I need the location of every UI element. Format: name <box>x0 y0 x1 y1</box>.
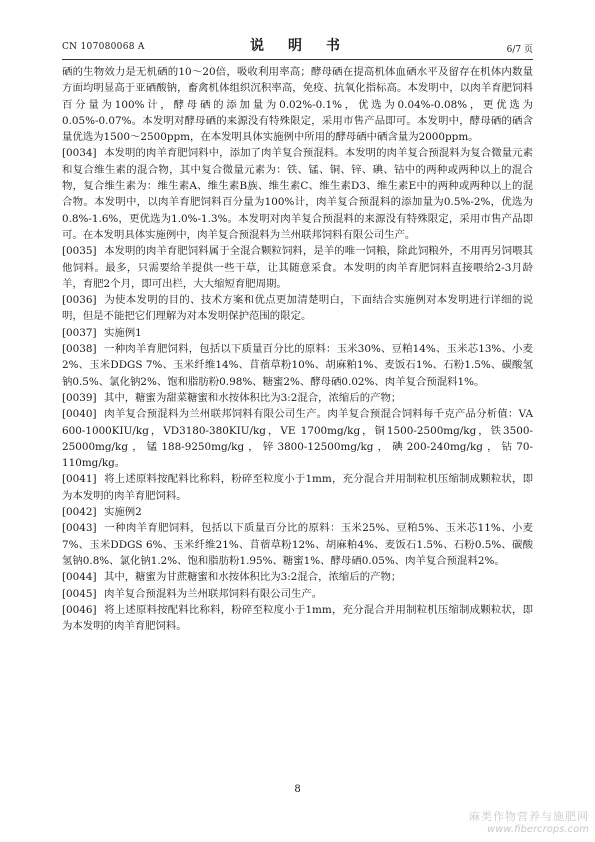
document-title: 说 明 书 <box>250 38 345 54</box>
paragraph-0044 <box>62 569 533 585</box>
paragraph-number: [0035] <box>62 245 97 258</box>
paragraph-number: [0045] <box>62 587 97 600</box>
paragraph-text: 其中，糖蜜为甜菜糖蜜和水按体积比为3:2混合，浓缩后的产物； <box>104 391 402 404</box>
paragraph-0036 <box>62 292 533 325</box>
paragraph-number: [0038] <box>62 343 97 356</box>
paragraph-text: 将上述原料按配料比称料，粉碎至粒度小于1mm，充分混合并用制粒机压缩制成颗粒状，即为本发明的肉羊育肥饲料。 <box>62 603 533 633</box>
watermark <box>469 808 589 835</box>
paragraph-number: [0044] <box>62 571 97 584</box>
page-number: 8 <box>294 784 301 795</box>
paragraph-0045 <box>62 586 533 602</box>
patent-number: CN 107080068 A <box>62 42 145 52</box>
document-body <box>62 64 533 634</box>
page-indicator: 6/7 页 <box>506 45 533 55</box>
paragraph-number: [0041] <box>62 473 97 486</box>
paragraph-continued <box>62 64 533 145</box>
section-heading: 实施例1 <box>104 326 142 339</box>
paragraph-0046 <box>62 602 533 635</box>
paragraph-text: 为使本发明的目的、技术方案和优点更加清楚明白，下面结合实施例对本发明进行详细的说明，但是不能把它们理解为对本发明保护范围的限定。 <box>62 294 533 323</box>
paragraph-text: 将上述原料按配料比称料，粉碎至粒度小于1mm，充分混合并用制粒机压缩制成颗粒状，即为本发明的肉羊育肥饲料。 <box>62 473 533 502</box>
page-header <box>62 30 533 58</box>
watermark-title: 麻类作物营养与施肥网 <box>469 810 589 823</box>
header-divider <box>62 59 533 60</box>
paragraph-number: [0042] <box>62 506 97 519</box>
paragraph-text: 一种肉羊育肥饲料，包括以下质量百分比的原料：玉米25%、豆粕5%、玉米芯11%、小麦7%、玉米DDGS 6%、玉米纤维21%、苜蓿草粉12%、胡麻粕4%、麦饭石1.5%、石粉0.5%、碳酸氢钠0.8%、氯化钠1.2%、饱和脂肪粉1.95%、糖蜜1%、酵母硒0.05%、肉羊复合预混料2%。 <box>62 522 533 567</box>
paragraph-text: 肉羊复合预混料为兰州联邦饲料有限公司生产。肉羊复合预混合饲料每千克产品分析值：VA 600-1000KIU/kg，VD3180-380KIU/kg，VE 1700mg/kg，铜1500-2500mg/kg，铁3500-25000mg/kg，锰188-9250mg/kg，锌3800-12500mg/kg，碘200-240mg/kg，钴70-110mg/kg。 <box>62 408 533 470</box>
paragraph-text: 本发明的肉羊育肥饲料属于全混合颗粒饲料，是羊的唯一饲粮，除此饲粮外，不用再另饲喂其他饲料。最多，只需要给羊提供一些干草，让其随意采食。本发明的肉羊育肥饲料直接喂给2-3月龄羊，育肥2个月，即可出栏，大大缩短育肥周期。 <box>62 245 533 290</box>
paragraph-text: 本发明的肉羊育肥饲料中，添加了肉羊复合预混料。本发明的肉羊复合预混料为复合微量元素和复合维生素的混合物，其中复合微量元素为：铁、锰、铜、锌、碘、钴中的两种或两种以上的混合物，复合维生素为：维生素A、维生素B族、维生素C、维生素D3、维生素E中的两种或两种以上的混合物。本发明中，以肉羊育肥饲料百分量为100%计，肉羊复合预混料的添加量为0.5%-2%，优选为0.8%-1.6%，更优选为1.0%-1.3%。本发明对肉羊复合预混料的来源没有特殊限定，采用市售产品即可。在本发明具体实施例中，肉羊复合预混料为兰州联邦饲料有限公司生产。 <box>62 147 533 241</box>
paragraph-number: [0039] <box>62 391 97 404</box>
paragraph-0043 <box>62 520 533 569</box>
paragraph-0034 <box>62 145 533 243</box>
paragraph-number: [0046] <box>62 603 97 616</box>
paragraph-0041 <box>62 471 533 504</box>
section-heading: 实施例2 <box>104 506 142 519</box>
paragraph-0037 <box>62 325 533 341</box>
paragraph-0042 <box>62 504 533 520</box>
watermark-url: www.fibercrops.com <box>487 824 589 835</box>
paragraph-text: 其中，糖蜜为甘蔗糖蜜和水按体积比为3:2混合，浓缩后的产物； <box>104 571 402 584</box>
paragraph-0040 <box>62 406 533 471</box>
paragraph-0035 <box>62 243 533 292</box>
paragraph-0038 <box>62 341 533 390</box>
paragraph-0039 <box>62 390 533 406</box>
paragraph-number: [0034] <box>62 147 97 160</box>
paragraph-text: 一种肉羊育肥饲料，包括以下质量百分比的原料：玉米30%、豆粕14%、玉米芯13%、小麦2%、玉米DDGS 7%、玉米纤维14%、苜蓿草粉10%、胡麻粕1%、麦饭石1%、石粉1.5%、碳酸氢钠0.5%、氯化钠2%、饱和脂肪粉0.98%、糖蜜2%、酵母硒0.02%、肉羊复合预混料1%。 <box>62 343 533 388</box>
paragraph-text: 硒的生物效力是无机硒的10～20倍，吸收利用率高；酵母硒在提高机体血硒水平及留存在机体内数量方面均明显高于亚硒酸钠，畜禽机体组织沉积率高，免疫、抗氧化指标高。本发明中，以肉羊育肥饲料百分量为100%计，酵母硒的添加量为0.02%-0.1%，优选为0.04%-0.08%，更优选为0.05%-0.07%。本发明对酵母硒的来源没有特殊限定，采用市售产品即可。本发明中，酵母硒的硒含量优选为1500～2500ppm，在本发明具体实施例中所用的酵母硒中硒含量为2000ppm。 <box>62 66 533 144</box>
paragraph-number: [0040] <box>62 408 97 421</box>
paragraph-text: 肉羊复合预混料为兰州联邦饲料有限公司生产。 <box>104 587 323 600</box>
paragraph-number: [0037] <box>62 326 97 339</box>
paragraph-number: [0036] <box>62 294 97 307</box>
paragraph-number: [0043] <box>62 522 97 535</box>
